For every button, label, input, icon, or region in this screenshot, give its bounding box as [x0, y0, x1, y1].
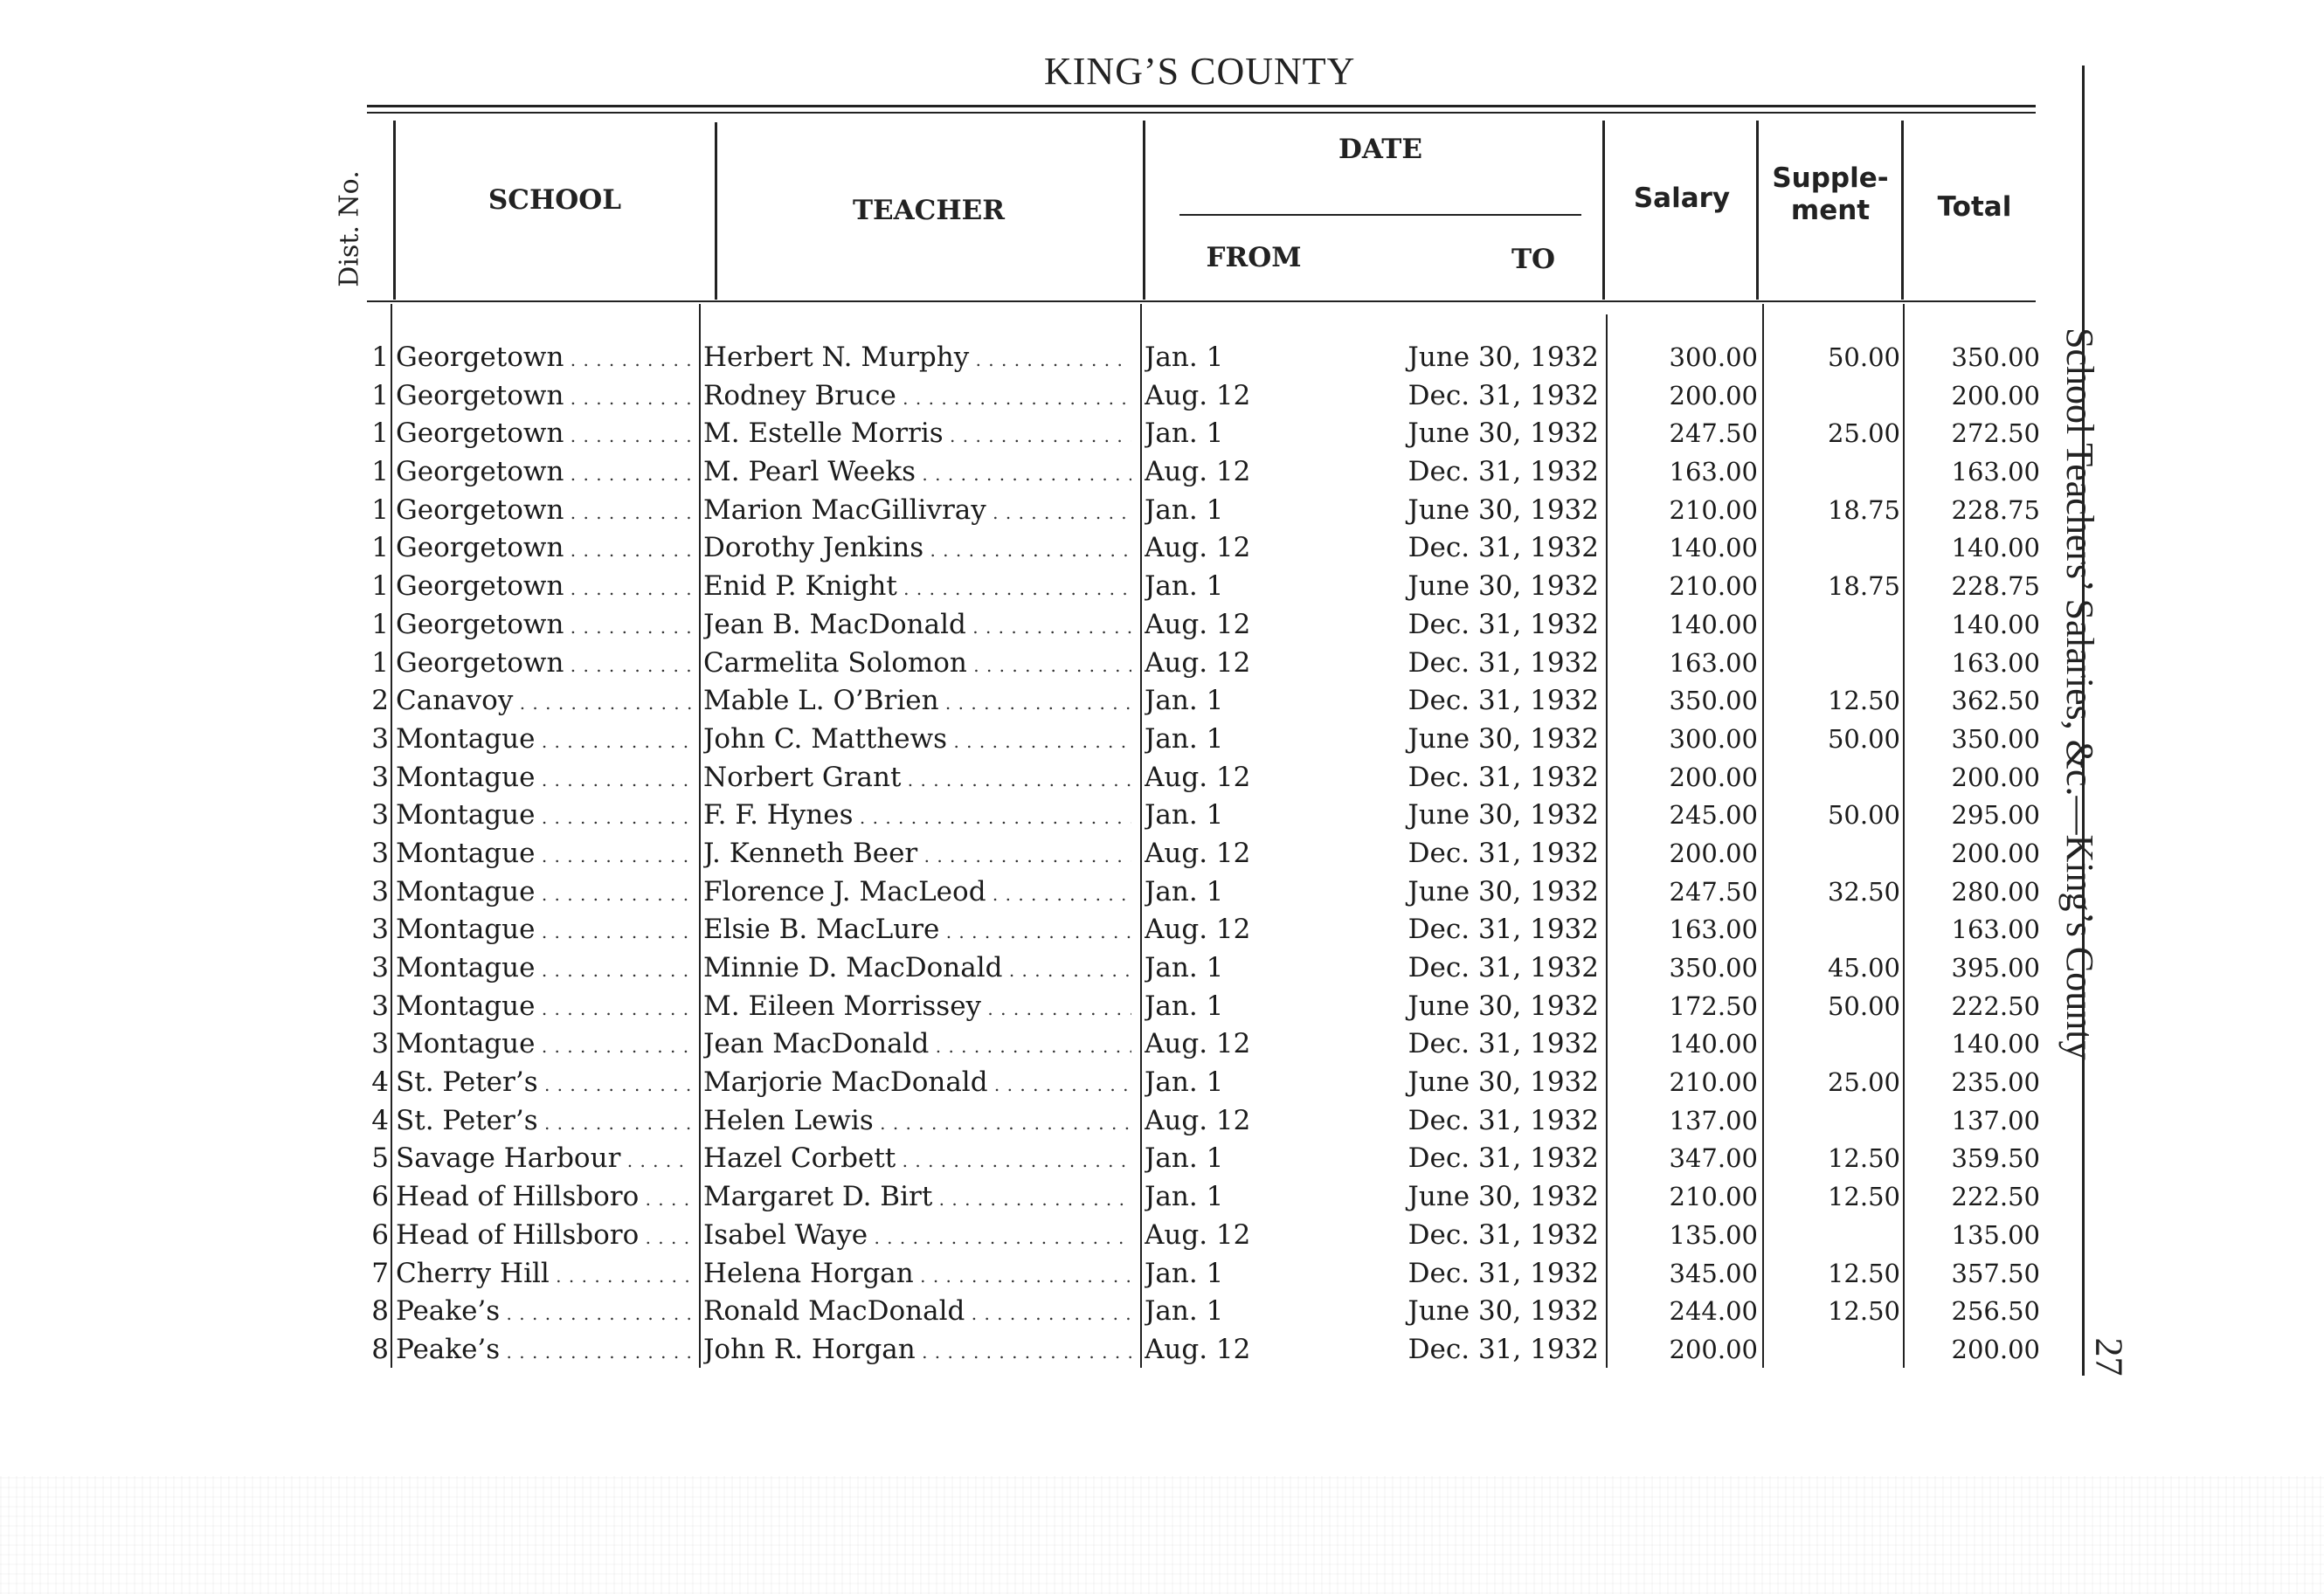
cell-to: Dec. 31, 1932 — [1408, 952, 1599, 983]
cell-total: 200.00 — [1951, 838, 2040, 868]
cell-from: Aug. 12 — [1145, 761, 1251, 793]
cell-supplement: 18.75 — [1827, 571, 1900, 602]
cell-total: 295.00 — [1951, 800, 2040, 831]
cell-total: 200.00 — [1951, 762, 2040, 792]
cell-teacher: J. Kenneth Beer . . . — [703, 835, 1131, 873]
table-row — [0, 949, 2324, 988]
cell-total: 135.00 — [1951, 1219, 2040, 1250]
cell-school: Georgetown . . . — [396, 568, 693, 606]
cell-salary: 140.00 — [1669, 533, 1758, 563]
table-row — [0, 911, 2324, 949]
cell-supplement: 32.50 — [1827, 876, 1900, 907]
cell-total: 350.00 — [1951, 342, 2040, 372]
cell-teacher: M. Eileen Morrissey . . . — [703, 988, 1131, 1026]
cell-to: Dec. 31, 1932 — [1408, 1104, 1599, 1136]
cell-teacher: Jean B. MacDonald . . . — [703, 606, 1131, 645]
cell-from: Jan. 1 — [1145, 1066, 1224, 1099]
cell-total: 200.00 — [1951, 380, 2040, 411]
cell-from: Jan. 1 — [1145, 1142, 1224, 1175]
cell-teacher: F. F. Hynes . . . — [703, 797, 1131, 835]
cell-school: Head of Hillsboro . . . — [396, 1178, 693, 1217]
cell-from: Aug. 12 — [1145, 1218, 1251, 1251]
cell-school: Montague . . . — [396, 873, 693, 912]
cell-dist: 1 — [371, 342, 389, 373]
table-row — [0, 529, 2324, 568]
cell-dist: 1 — [371, 456, 389, 488]
header-teacher: TEACHER — [852, 195, 1006, 226]
cell-to: Dec. 31, 1932 — [1408, 456, 1599, 488]
cell-dist: 3 — [371, 990, 389, 1022]
cell-total: 222.50 — [1951, 1182, 2040, 1212]
paper-noise — [0, 1476, 2324, 1594]
cell-salary: 300.00 — [1669, 723, 1758, 754]
cell-dist: 8 — [371, 1333, 389, 1365]
cell-from: Aug. 12 — [1145, 1028, 1251, 1060]
cell-school: Montague . . . — [396, 911, 693, 949]
header-dist-no: Dist. No. — [334, 170, 365, 287]
cell-supplement — [1782, 377, 1900, 416]
cell-school: Georgetown . . . — [396, 529, 693, 568]
cell-to: June 30, 1932 — [1408, 493, 1599, 526]
cell-school: Montague . . . — [396, 1025, 693, 1064]
table-row — [0, 1178, 2324, 1217]
cell-school: Montague . . . — [396, 721, 693, 759]
table-row — [0, 606, 2324, 645]
cell-supplement: 50.00 — [1827, 723, 1900, 754]
cell-supplement — [1782, 1217, 1900, 1255]
cell-total: 228.75 — [1951, 571, 2040, 602]
cell-from: Jan. 1 — [1145, 952, 1224, 983]
cell-teacher: Isabel Waye . . . — [703, 1217, 1131, 1255]
cell-school: Georgetown . . . — [396, 415, 693, 453]
cell-from: Aug. 12 — [1145, 456, 1251, 488]
cell-total: 280.00 — [1951, 876, 2040, 907]
cell-teacher: Mable L. O’Brien . . . — [703, 682, 1131, 721]
cell-total: 200.00 — [1951, 1334, 2040, 1364]
cell-to: Dec. 31, 1932 — [1408, 914, 1599, 946]
cell-supplement — [1782, 759, 1900, 797]
page-number: 27 — [2087, 1337, 2131, 1377]
table-row — [0, 339, 2324, 377]
table-row — [0, 1331, 2324, 1370]
cell-supplement: 50.00 — [1827, 342, 1900, 372]
cell-supplement — [1782, 1025, 1900, 1064]
header-divider-teacher — [1143, 121, 1145, 300]
cell-dist: 8 — [371, 1295, 389, 1328]
table-row — [0, 873, 2324, 912]
cell-to: Dec. 31, 1932 — [1408, 1028, 1599, 1060]
cell-supplement: 50.00 — [1827, 800, 1900, 831]
cell-to: Dec. 31, 1932 — [1408, 532, 1599, 564]
table-row — [0, 492, 2324, 530]
cell-school: Georgetown . . . — [396, 339, 693, 377]
cell-total: 357.50 — [1951, 1258, 2040, 1288]
cell-teacher: John C. Matthews . . . — [703, 721, 1131, 759]
cell-school: Georgetown . . . — [396, 492, 693, 530]
cell-school: Montague . . . — [396, 797, 693, 835]
cell-teacher: M. Estelle Morris . . . — [703, 415, 1131, 453]
cell-school: Georgetown . . . — [396, 453, 693, 492]
table-row — [0, 415, 2324, 453]
cell-teacher: Jean MacDonald . . . — [703, 1025, 1131, 1064]
cell-to: Dec. 31, 1932 — [1408, 379, 1599, 411]
cell-supplement — [1782, 453, 1900, 492]
header-divider-supplement — [1901, 121, 1904, 300]
cell-supplement — [1782, 645, 1900, 683]
cell-school: Savage Harbour . . . — [396, 1140, 693, 1178]
header-salary: Salary — [1633, 183, 1731, 214]
cell-to: June 30, 1932 — [1408, 722, 1599, 755]
header-bottom-rule — [367, 300, 2036, 302]
cell-teacher: John R. Horgan . . . — [703, 1331, 1131, 1370]
header-date: DATE — [1338, 134, 1422, 165]
cell-supplement — [1782, 835, 1900, 873]
table-row — [0, 835, 2324, 873]
cell-supplement: 12.50 — [1827, 1258, 1900, 1288]
date-subrule — [1179, 214, 1581, 216]
cell-total: 395.00 — [1951, 953, 2040, 983]
cell-supplement — [1782, 911, 1900, 949]
table-row — [0, 1293, 2324, 1331]
cell-dist: 3 — [371, 837, 389, 869]
cell-from: Jan. 1 — [1145, 417, 1224, 450]
table-row — [0, 453, 2324, 492]
cell-salary: 200.00 — [1669, 1334, 1758, 1364]
cell-to: June 30, 1932 — [1408, 417, 1599, 450]
cell-total: 163.00 — [1951, 457, 2040, 487]
cell-dist: 6 — [371, 1218, 389, 1251]
cell-total: 235.00 — [1951, 1067, 2040, 1098]
cell-to: June 30, 1932 — [1408, 799, 1599, 832]
cell-dist: 7 — [371, 1257, 389, 1289]
cell-from: Aug. 12 — [1145, 532, 1251, 564]
cell-total: 350.00 — [1951, 723, 2040, 754]
cell-salary: 140.00 — [1669, 609, 1758, 639]
cell-dist: 1 — [371, 570, 389, 603]
cell-salary: 350.00 — [1669, 686, 1758, 716]
cell-supplement — [1782, 529, 1900, 568]
cell-school: Montague . . . — [396, 835, 693, 873]
header-to: TO — [1511, 244, 1556, 275]
cell-salary: 350.00 — [1669, 953, 1758, 983]
cell-supplement: 45.00 — [1827, 953, 1900, 983]
cell-total: 228.75 — [1951, 494, 2040, 525]
cell-school: St. Peter’s . . . — [396, 1064, 693, 1102]
cell-from: Aug. 12 — [1145, 837, 1251, 869]
table-row — [0, 721, 2324, 759]
cell-dist: 3 — [371, 799, 389, 832]
cell-teacher: Helena Horgan . . . — [703, 1255, 1131, 1294]
cell-teacher: Norbert Grant . . . — [703, 759, 1131, 797]
cell-from: Aug. 12 — [1145, 914, 1251, 946]
cell-from: Aug. 12 — [1145, 646, 1251, 679]
table-row — [0, 645, 2324, 683]
cell-teacher: Minnie D. MacDonald . . . — [703, 949, 1131, 988]
table-row — [0, 682, 2324, 721]
cell-from: Jan. 1 — [1145, 493, 1224, 526]
cell-from: Aug. 12 — [1145, 1333, 1251, 1365]
cell-dist: 5 — [371, 1142, 389, 1175]
cell-total: 137.00 — [1951, 1105, 2040, 1135]
header-supplement-line2: ment — [1790, 195, 1871, 226]
cell-dist: 1 — [371, 379, 389, 411]
cell-dist: 1 — [371, 493, 389, 526]
cell-supplement: 50.00 — [1827, 990, 1900, 1021]
cell-salary: 247.50 — [1669, 418, 1758, 449]
cell-to: Dec. 31, 1932 — [1408, 1142, 1599, 1175]
cell-teacher: Marion MacGillivray . . . — [703, 492, 1131, 530]
cell-total: 359.50 — [1951, 1143, 2040, 1174]
table-row — [0, 1102, 2324, 1141]
cell-total: 140.00 — [1951, 609, 2040, 639]
cell-to: Dec. 31, 1932 — [1408, 761, 1599, 793]
cell-supplement: 18.75 — [1827, 494, 1900, 525]
cell-school: Head of Hillsboro . . . — [396, 1217, 693, 1255]
table-row — [0, 1064, 2324, 1102]
cell-salary: 200.00 — [1669, 380, 1758, 411]
cell-supplement: 12.50 — [1827, 1143, 1900, 1174]
side-title: School Teachers’ Salaries, &c.—King’s County — [2058, 328, 2101, 1060]
cell-to: June 30, 1932 — [1408, 990, 1599, 1022]
cell-school: St. Peter’s . . . — [396, 1102, 693, 1141]
cell-to: June 30, 1932 — [1408, 1066, 1599, 1099]
cell-dist: 1 — [371, 417, 389, 450]
cell-salary: 345.00 — [1669, 1258, 1758, 1288]
cell-teacher: Marjorie MacDonald . . . — [703, 1064, 1131, 1102]
header-divider-salary — [1756, 121, 1759, 300]
cell-salary: 135.00 — [1669, 1219, 1758, 1250]
cell-from: Jan. 1 — [1145, 1181, 1224, 1213]
cell-salary: 210.00 — [1669, 1067, 1758, 1098]
cell-dist: 3 — [371, 761, 389, 793]
cell-salary: 247.50 — [1669, 876, 1758, 907]
cell-teacher: Ronald MacDonald . . . — [703, 1293, 1131, 1331]
cell-teacher: Margaret D. Birt . . . — [703, 1178, 1131, 1217]
cell-to: Dec. 31, 1932 — [1408, 608, 1599, 640]
cell-dist: 6 — [371, 1181, 389, 1213]
header-school: SCHOOL — [488, 184, 622, 216]
cell-school: Peake’s . . . — [396, 1293, 693, 1331]
table-row — [0, 988, 2324, 1026]
cell-total: 362.50 — [1951, 686, 2040, 716]
cell-salary: 137.00 — [1669, 1105, 1758, 1135]
cell-total: 140.00 — [1951, 533, 2040, 563]
header-divider-date — [1602, 121, 1605, 300]
cell-salary: 140.00 — [1669, 1029, 1758, 1059]
cell-from: Aug. 12 — [1145, 379, 1251, 411]
cell-dist: 1 — [371, 646, 389, 679]
cell-to: Dec. 31, 1932 — [1408, 837, 1599, 869]
table-row — [0, 1255, 2324, 1294]
cell-to: Dec. 31, 1932 — [1408, 646, 1599, 679]
cell-salary: 210.00 — [1669, 1182, 1758, 1212]
header-supplement-line1: Supple- — [1772, 162, 1889, 194]
cell-school: Montague . . . — [396, 988, 693, 1026]
cell-teacher: Florence J. MacLeod . . . — [703, 873, 1131, 912]
cell-from: Aug. 12 — [1145, 608, 1251, 640]
cell-dist: 4 — [371, 1066, 389, 1099]
table-row — [0, 1217, 2324, 1255]
cell-school: Montague . . . — [396, 759, 693, 797]
cell-to: June 30, 1932 — [1408, 570, 1599, 603]
cell-salary: 172.50 — [1669, 990, 1758, 1021]
table-body — [0, 339, 2324, 1370]
cell-teacher: M. Pearl Weeks . . . — [703, 453, 1131, 492]
header-from: FROM — [1206, 242, 1302, 273]
cell-total: 222.50 — [1951, 990, 2040, 1021]
cell-to: June 30, 1932 — [1408, 875, 1599, 907]
table-row — [0, 568, 2324, 606]
cell-school: Georgetown . . . — [396, 606, 693, 645]
cell-total: 272.50 — [1951, 418, 2040, 449]
cell-dist: 1 — [371, 532, 389, 564]
cell-supplement: 12.50 — [1827, 1182, 1900, 1212]
cell-teacher: Helen Lewis . . . — [703, 1102, 1131, 1141]
cell-supplement — [1782, 1102, 1900, 1141]
cell-total: 163.00 — [1951, 647, 2040, 678]
page-title: KING’S COUNTY — [1044, 50, 1356, 93]
cell-dist: 4 — [371, 1104, 389, 1136]
cell-salary: 210.00 — [1669, 494, 1758, 525]
cell-from: Jan. 1 — [1145, 570, 1224, 603]
header-total: Total — [1937, 191, 2012, 223]
cell-salary: 163.00 — [1669, 647, 1758, 678]
cell-to: Dec. 31, 1932 — [1408, 1257, 1599, 1289]
cell-dist: 3 — [371, 952, 389, 983]
cell-from: Jan. 1 — [1145, 1295, 1224, 1328]
cell-from: Jan. 1 — [1145, 799, 1224, 832]
table-row — [0, 797, 2324, 835]
table-row — [0, 377, 2324, 416]
cell-to: June 30, 1932 — [1408, 1181, 1599, 1213]
cell-from: Jan. 1 — [1145, 990, 1224, 1022]
cell-supplement: 25.00 — [1827, 1067, 1900, 1098]
cell-salary: 245.00 — [1669, 800, 1758, 831]
cell-dist: 3 — [371, 914, 389, 946]
cell-salary: 200.00 — [1669, 838, 1758, 868]
cell-total: 140.00 — [1951, 1029, 2040, 1059]
cell-supplement — [1782, 1331, 1900, 1370]
cell-total: 163.00 — [1951, 914, 2040, 945]
cell-to: Dec. 31, 1932 — [1408, 1333, 1599, 1365]
cell-school: Canavoy . . . — [396, 682, 693, 721]
header-divider-dist — [393, 121, 396, 300]
cell-teacher: Rodney Bruce . . . — [703, 377, 1131, 416]
cell-from: Aug. 12 — [1145, 1104, 1251, 1136]
cell-teacher: Carmelita Solomon . . . — [703, 645, 1131, 683]
table-row — [0, 1140, 2324, 1178]
cell-dist: 3 — [371, 722, 389, 755]
table-row — [0, 1025, 2324, 1064]
cell-total: 256.50 — [1951, 1296, 2040, 1327]
cell-school: Peake’s . . . — [396, 1331, 693, 1370]
cell-from: Jan. 1 — [1145, 1257, 1224, 1289]
cell-school: Montague . . . — [396, 949, 693, 988]
cell-salary: 163.00 — [1669, 914, 1758, 945]
cell-dist: 2 — [371, 685, 389, 717]
cell-from: Jan. 1 — [1145, 342, 1224, 373]
cell-supplement: 12.50 — [1827, 1296, 1900, 1327]
cell-teacher: Elsie B. MacLure . . . — [703, 911, 1131, 949]
cell-teacher: Dorothy Jenkins . . . — [703, 529, 1131, 568]
cell-salary: 244.00 — [1669, 1296, 1758, 1327]
cell-to: June 30, 1932 — [1408, 1295, 1599, 1328]
cell-salary: 210.00 — [1669, 571, 1758, 602]
cell-teacher: Herbert N. Murphy . . . — [703, 339, 1131, 377]
top-rule-second — [367, 112, 2036, 114]
cell-teacher: Enid P. Knight . . . — [703, 568, 1131, 606]
cell-school: Cherry Hill . . . — [396, 1255, 693, 1294]
cell-to: June 30, 1932 — [1408, 342, 1599, 373]
cell-supplement: 25.00 — [1827, 418, 1900, 449]
cell-teacher: Hazel Corbett . . . — [703, 1140, 1131, 1178]
cell-to: Dec. 31, 1932 — [1408, 1218, 1599, 1251]
cell-dist: 3 — [371, 1028, 389, 1060]
cell-supplement: 12.50 — [1827, 686, 1900, 716]
cell-from: Jan. 1 — [1145, 722, 1224, 755]
cell-salary: 200.00 — [1669, 762, 1758, 792]
cell-supplement — [1782, 606, 1900, 645]
cell-to: Dec. 31, 1932 — [1408, 685, 1599, 717]
cell-school: Georgetown . . . — [396, 377, 693, 416]
top-rule — [367, 105, 2036, 107]
cell-from: Jan. 1 — [1145, 685, 1224, 717]
cell-salary: 163.00 — [1669, 457, 1758, 487]
cell-school: Georgetown . . . — [396, 645, 693, 683]
cell-dist: 1 — [371, 608, 389, 640]
cell-salary: 347.00 — [1669, 1143, 1758, 1174]
table-row — [0, 759, 2324, 797]
cell-dist: 3 — [371, 875, 389, 907]
cell-salary: 300.00 — [1669, 342, 1758, 372]
cell-from: Jan. 1 — [1145, 875, 1224, 907]
